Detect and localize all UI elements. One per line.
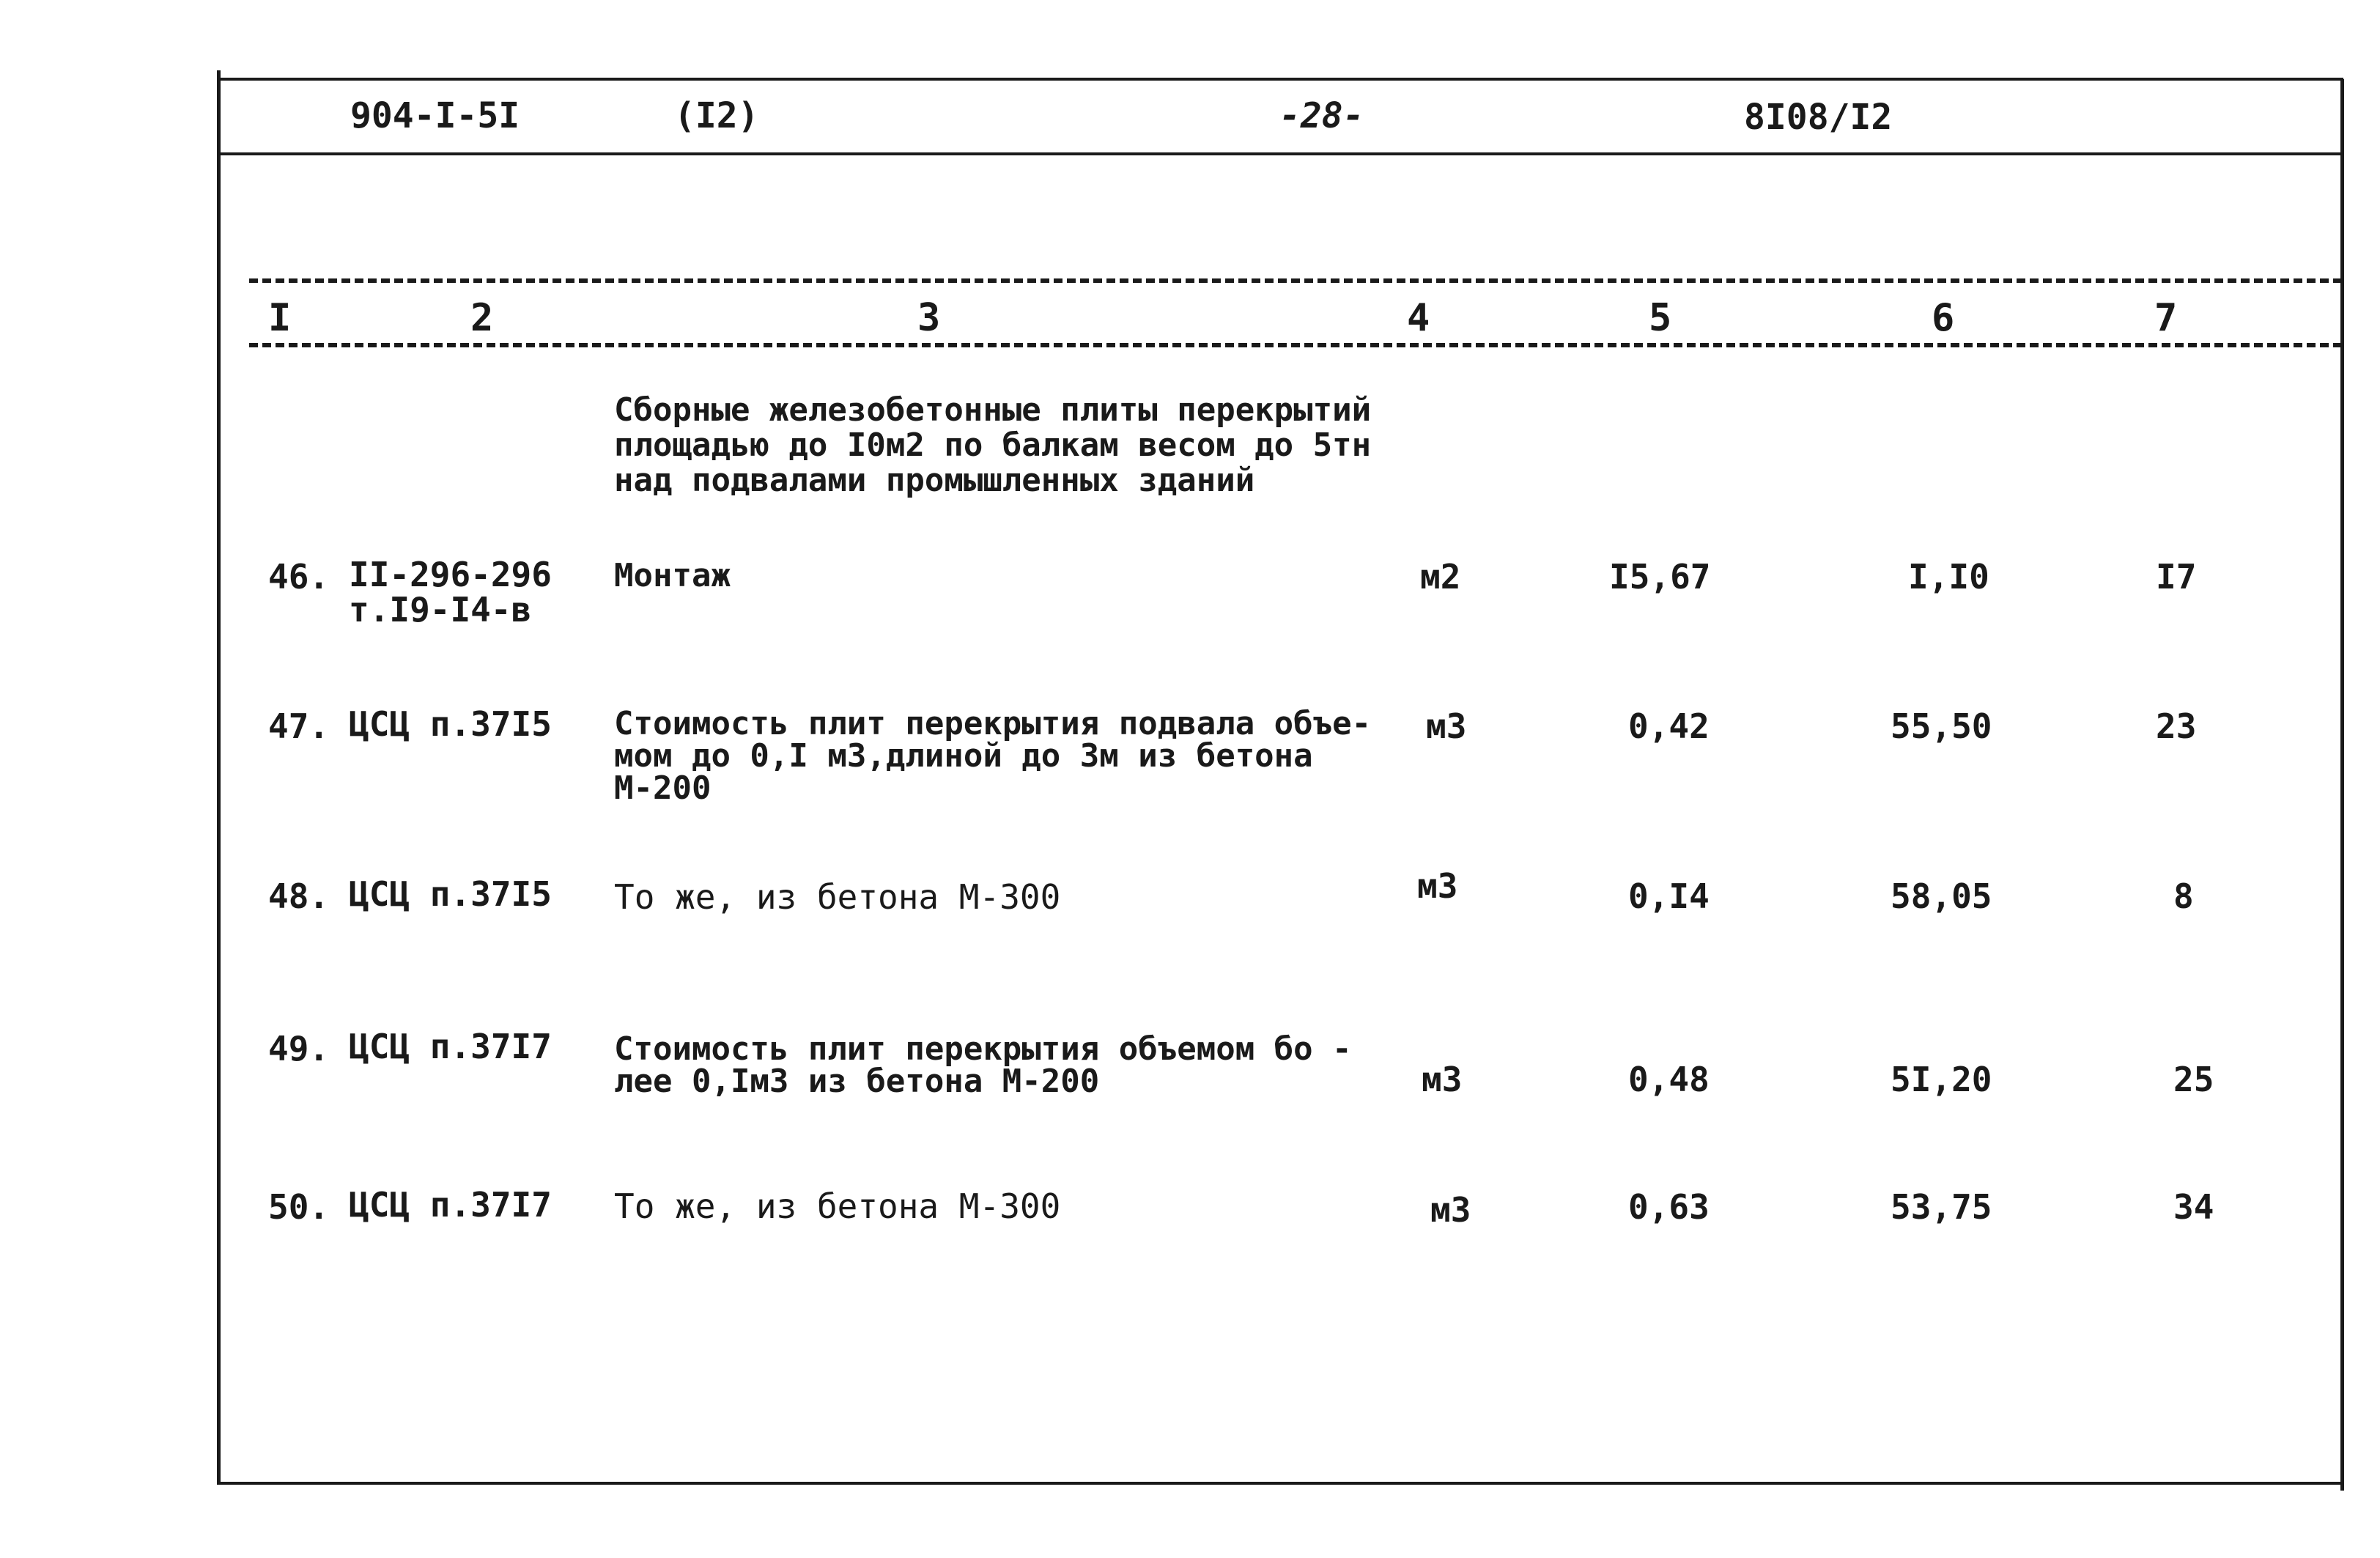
section-title xyxy=(614,393,1371,498)
row-description-line: лее 0,Iм3 из бетона М-200 xyxy=(614,1063,1100,1100)
row-description-line: М-200 xyxy=(614,769,712,807)
row-quantity: 0,48 xyxy=(1628,1060,1710,1099)
row-code xyxy=(349,706,552,742)
row-description xyxy=(614,1030,1352,1100)
row-code-line: ЦСЦ п.37I7 xyxy=(349,1027,552,1066)
row-unit-price: 55,50 xyxy=(1891,706,1992,746)
row-quantity: 0,I4 xyxy=(1628,876,1710,916)
row-description xyxy=(614,705,1372,807)
column-number-6: 6 xyxy=(1932,296,1955,340)
row-unit-price: 53,75 xyxy=(1891,1187,1992,1227)
row-unit-price: I,I0 xyxy=(1908,557,1989,597)
row-description xyxy=(614,1186,1061,1226)
row-description-line: То же, из бетона М-300 xyxy=(614,1186,1061,1226)
row-unit: м2 xyxy=(1420,557,1461,597)
document-number: 8I08/I2 xyxy=(1744,97,1893,138)
row-quantity: I5,67 xyxy=(1609,557,1711,597)
row-description xyxy=(614,879,1060,915)
section-title-line: над подвалами промышленных зданий xyxy=(614,462,1255,499)
row-number: 48. xyxy=(268,876,330,916)
row-description xyxy=(614,558,731,594)
row-code-line: ЦСЦ п.37I7 xyxy=(349,1185,552,1225)
row-unit-price: 5I,20 xyxy=(1891,1060,1992,1099)
row-code-line: ЦСЦ п.37I5 xyxy=(349,704,552,744)
column-number-3: 3 xyxy=(917,296,941,340)
frame-top-border xyxy=(220,78,2343,81)
row-code xyxy=(349,1185,552,1225)
column-header-bottom-rule xyxy=(249,343,2342,347)
issue-number: (I2) xyxy=(674,95,759,136)
header-divider xyxy=(220,152,2343,155)
column-number-1: I xyxy=(268,296,292,340)
row-unit: м3 xyxy=(1426,706,1467,746)
frame-left-border xyxy=(217,70,221,1485)
frame-right-border xyxy=(2340,79,2344,1491)
row-description-line: Стоимость плит перекрытия объемом бо - xyxy=(614,1030,1352,1068)
row-code xyxy=(349,555,552,630)
row-number: 49. xyxy=(268,1029,330,1068)
section-title-line: площадью до I0м2 по балкам весом до 5тн xyxy=(614,427,1372,464)
row-code-line: II-296-296 xyxy=(349,555,552,594)
row-unit: м3 xyxy=(1417,866,1458,906)
row-total: 23 xyxy=(2156,706,2197,746)
column-header-top-rule xyxy=(249,278,2342,283)
row-code-line: ЦСЦ п.37I5 xyxy=(349,874,552,914)
row-description-line: То же, из бетона М-300 xyxy=(614,877,1061,917)
row-quantity: 0,63 xyxy=(1628,1187,1710,1227)
column-number-4: 4 xyxy=(1407,296,1430,340)
row-description-line: Монтаж xyxy=(614,557,731,594)
row-total: 8 xyxy=(2173,876,2194,916)
row-code xyxy=(349,876,552,912)
row-description-line: мом до 0,I м3,длиной до 3м из бетона xyxy=(614,737,1313,775)
row-quantity: 0,42 xyxy=(1628,706,1710,746)
page-number: -28- xyxy=(1279,95,1364,136)
row-description-line: Стоимость плит перекрытия подвала объе- xyxy=(614,705,1372,742)
frame-bottom-border xyxy=(220,1482,2343,1485)
row-total: I7 xyxy=(2156,557,2197,597)
column-number-5: 5 xyxy=(1649,296,1672,340)
section-title-line: Сборные железобетонные плиты перекрытий xyxy=(614,391,1372,429)
row-number: 46. xyxy=(268,557,330,597)
row-code xyxy=(349,1029,552,1064)
row-unit: м3 xyxy=(1422,1060,1463,1099)
column-number-2: 2 xyxy=(470,296,494,340)
row-unit-price: 58,05 xyxy=(1891,876,1992,916)
column-number-7: 7 xyxy=(2154,296,2178,340)
row-number: 47. xyxy=(268,706,330,746)
row-number: 50. xyxy=(268,1187,330,1227)
project-code: 904-I-5I xyxy=(350,95,520,136)
row-code-line: т.I9-I4-в xyxy=(349,590,532,630)
row-total: 34 xyxy=(2173,1187,2214,1227)
row-unit: м3 xyxy=(1430,1190,1471,1230)
row-total: 25 xyxy=(2173,1060,2214,1099)
